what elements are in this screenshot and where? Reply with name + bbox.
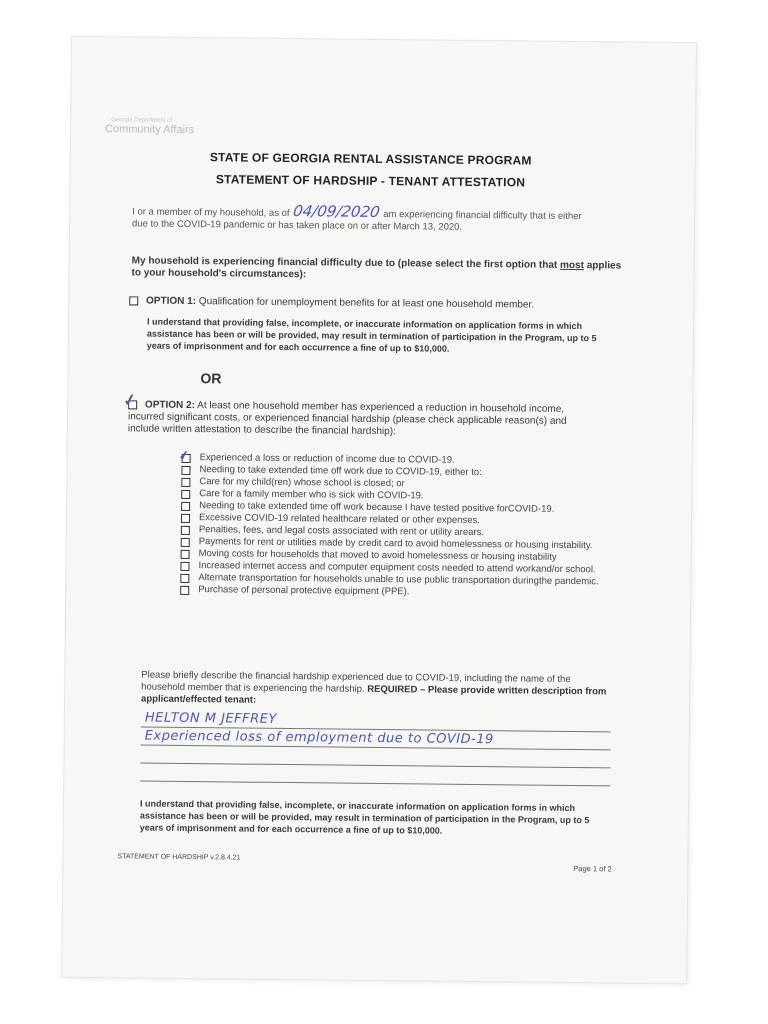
describe-required: REQUIRED – Please provide written description from applicant/effected tenant: [141, 683, 607, 706]
reason-text: Alternate transportation for households unable to use public transportation duringthe pandemic. [198, 572, 599, 588]
legal-notice-1: I understand that providing false, incomplete, or inaccurate information on application forms in which assistance has been or will be provided, may result in termination of participation in the Program, up to 5 years of imprisonment and for each occurrence a fine of up to $10,000. [146, 316, 597, 354]
reason-text: Purchase of personal protective equipment (PPE). [198, 584, 410, 598]
question-before: My household is experiencing financial difficulty due to (please select the first option that [131, 255, 558, 271]
reason-checkbox[interactable] [181, 526, 190, 535]
intro-paragraph [132, 203, 582, 235]
program-title: STATE OF GEORGIA RENTAL ASSISTANCE PROGRAM [209, 150, 532, 168]
intro-after: am experiencing financial difficulty that is either due to the COVID-19 pandemic or has taken place on or after March 13, 2020. [132, 209, 582, 233]
reason-text: Penalties, fees, and legal costs associated with rent or utility arears. [198, 524, 485, 539]
describe-text: Please briefly describe the financial hardship experienced due to COVID-19, including the name of the household member that is experiencing the hardship. [141, 669, 571, 695]
checkmark-icon: ✓ [177, 447, 191, 464]
dca-logo [105, 117, 194, 136]
reason-text: Excessive COVID-19 related healthcare related or other expenses. [198, 512, 480, 527]
reason-checkbox[interactable] [181, 490, 190, 499]
option-1-checkbox[interactable] [129, 296, 138, 305]
intro-before: I or a member of my household, as of [132, 206, 290, 220]
reason-checkbox[interactable] [181, 466, 190, 475]
reason-text: Needing to take extended time off work due to COVID-19, either to: [199, 464, 482, 479]
option-2-text: At least one household member has experienced a reduction in household income, incurred significant costs, or experienced financial hardship (please check applicable reason(s) and include written attestation to describe the financial hardship): [127, 400, 567, 438]
reason-list [177, 447, 611, 600]
reason-checkbox[interactable] [180, 562, 189, 571]
reason-text: Moving costs for households that moved to avoid homelessness or housing instability [198, 548, 557, 563]
document-page [62, 37, 696, 983]
page-number: Page 1 of 2 [573, 864, 612, 874]
option-2 [121, 391, 598, 440]
reason-checkbox[interactable] [181, 550, 190, 559]
logo-text: Community Affairs [104, 123, 195, 137]
reason-checkbox[interactable] [181, 538, 190, 547]
reason-checkbox[interactable] [181, 514, 190, 523]
option-2-checkbox[interactable] [121, 391, 138, 411]
reason-checkbox[interactable] [181, 502, 190, 511]
handwritten-description: Experienced loss of employment due to COVID-19 [144, 728, 494, 748]
statement-title: STATEMENT OF HARDSHIP - TENANT ATTESTATION [215, 172, 526, 190]
description-lines [140, 709, 611, 786]
question-underlined: most [559, 259, 585, 272]
reason-text: Care for my child(ren) whose school is closed; or [199, 476, 405, 490]
reason-text: Experienced a loss or reduction of income due to COVID-19. [199, 452, 455, 466]
reason-text: Increased internet access and computer equipment costs needed to attend workand/or school. [198, 560, 596, 576]
writing-line-4[interactable] [140, 763, 610, 786]
option-1-label: OPTION 1: [145, 295, 197, 308]
option-2-label: OPTION 2: [144, 399, 196, 412]
form-version: STATEMENT OF HARDSHIP v.2.8.4.21 [117, 853, 241, 862]
reason-text: Payments for rent or utilities made by credit card to avoid homelessness or housing instability. [198, 536, 593, 552]
reason-checkbox[interactable] [177, 447, 191, 464]
describe-instructions [141, 669, 611, 710]
handwritten-name: HELTON M JEFFREY [144, 710, 277, 727]
reason-checkbox[interactable] [180, 574, 189, 583]
logo-small-text: Georgia Department of [111, 117, 173, 124]
reason-text: Needing to take extended time off work because I have tested positive forCOVID-19. [199, 500, 555, 515]
or-separator: OR [200, 370, 222, 387]
reason-checkbox[interactable] [180, 586, 189, 595]
hardship-question [131, 255, 621, 284]
reason-text: Care for a family member who is sick with COVID-19. [199, 488, 424, 502]
legal-notice-2: I understand that providing false, incomplete, or inaccurate information on application forms in which assistance has been or will be provided, may result in termination of participation in the Program, up to 5 years of imprisonment and for each occurrence a fine of up to $10,000. [139, 798, 590, 836]
question-after: applies to your household's circumstances): [131, 260, 622, 281]
handwritten-date: 04/09/2020 [291, 202, 382, 221]
checkmark-icon: ✓ [121, 391, 138, 411]
reason-checkbox[interactable] [181, 478, 190, 487]
option-1 [129, 295, 609, 311]
option-1-text: Qualification for unemployment benefits for at least one household member. [198, 296, 535, 311]
